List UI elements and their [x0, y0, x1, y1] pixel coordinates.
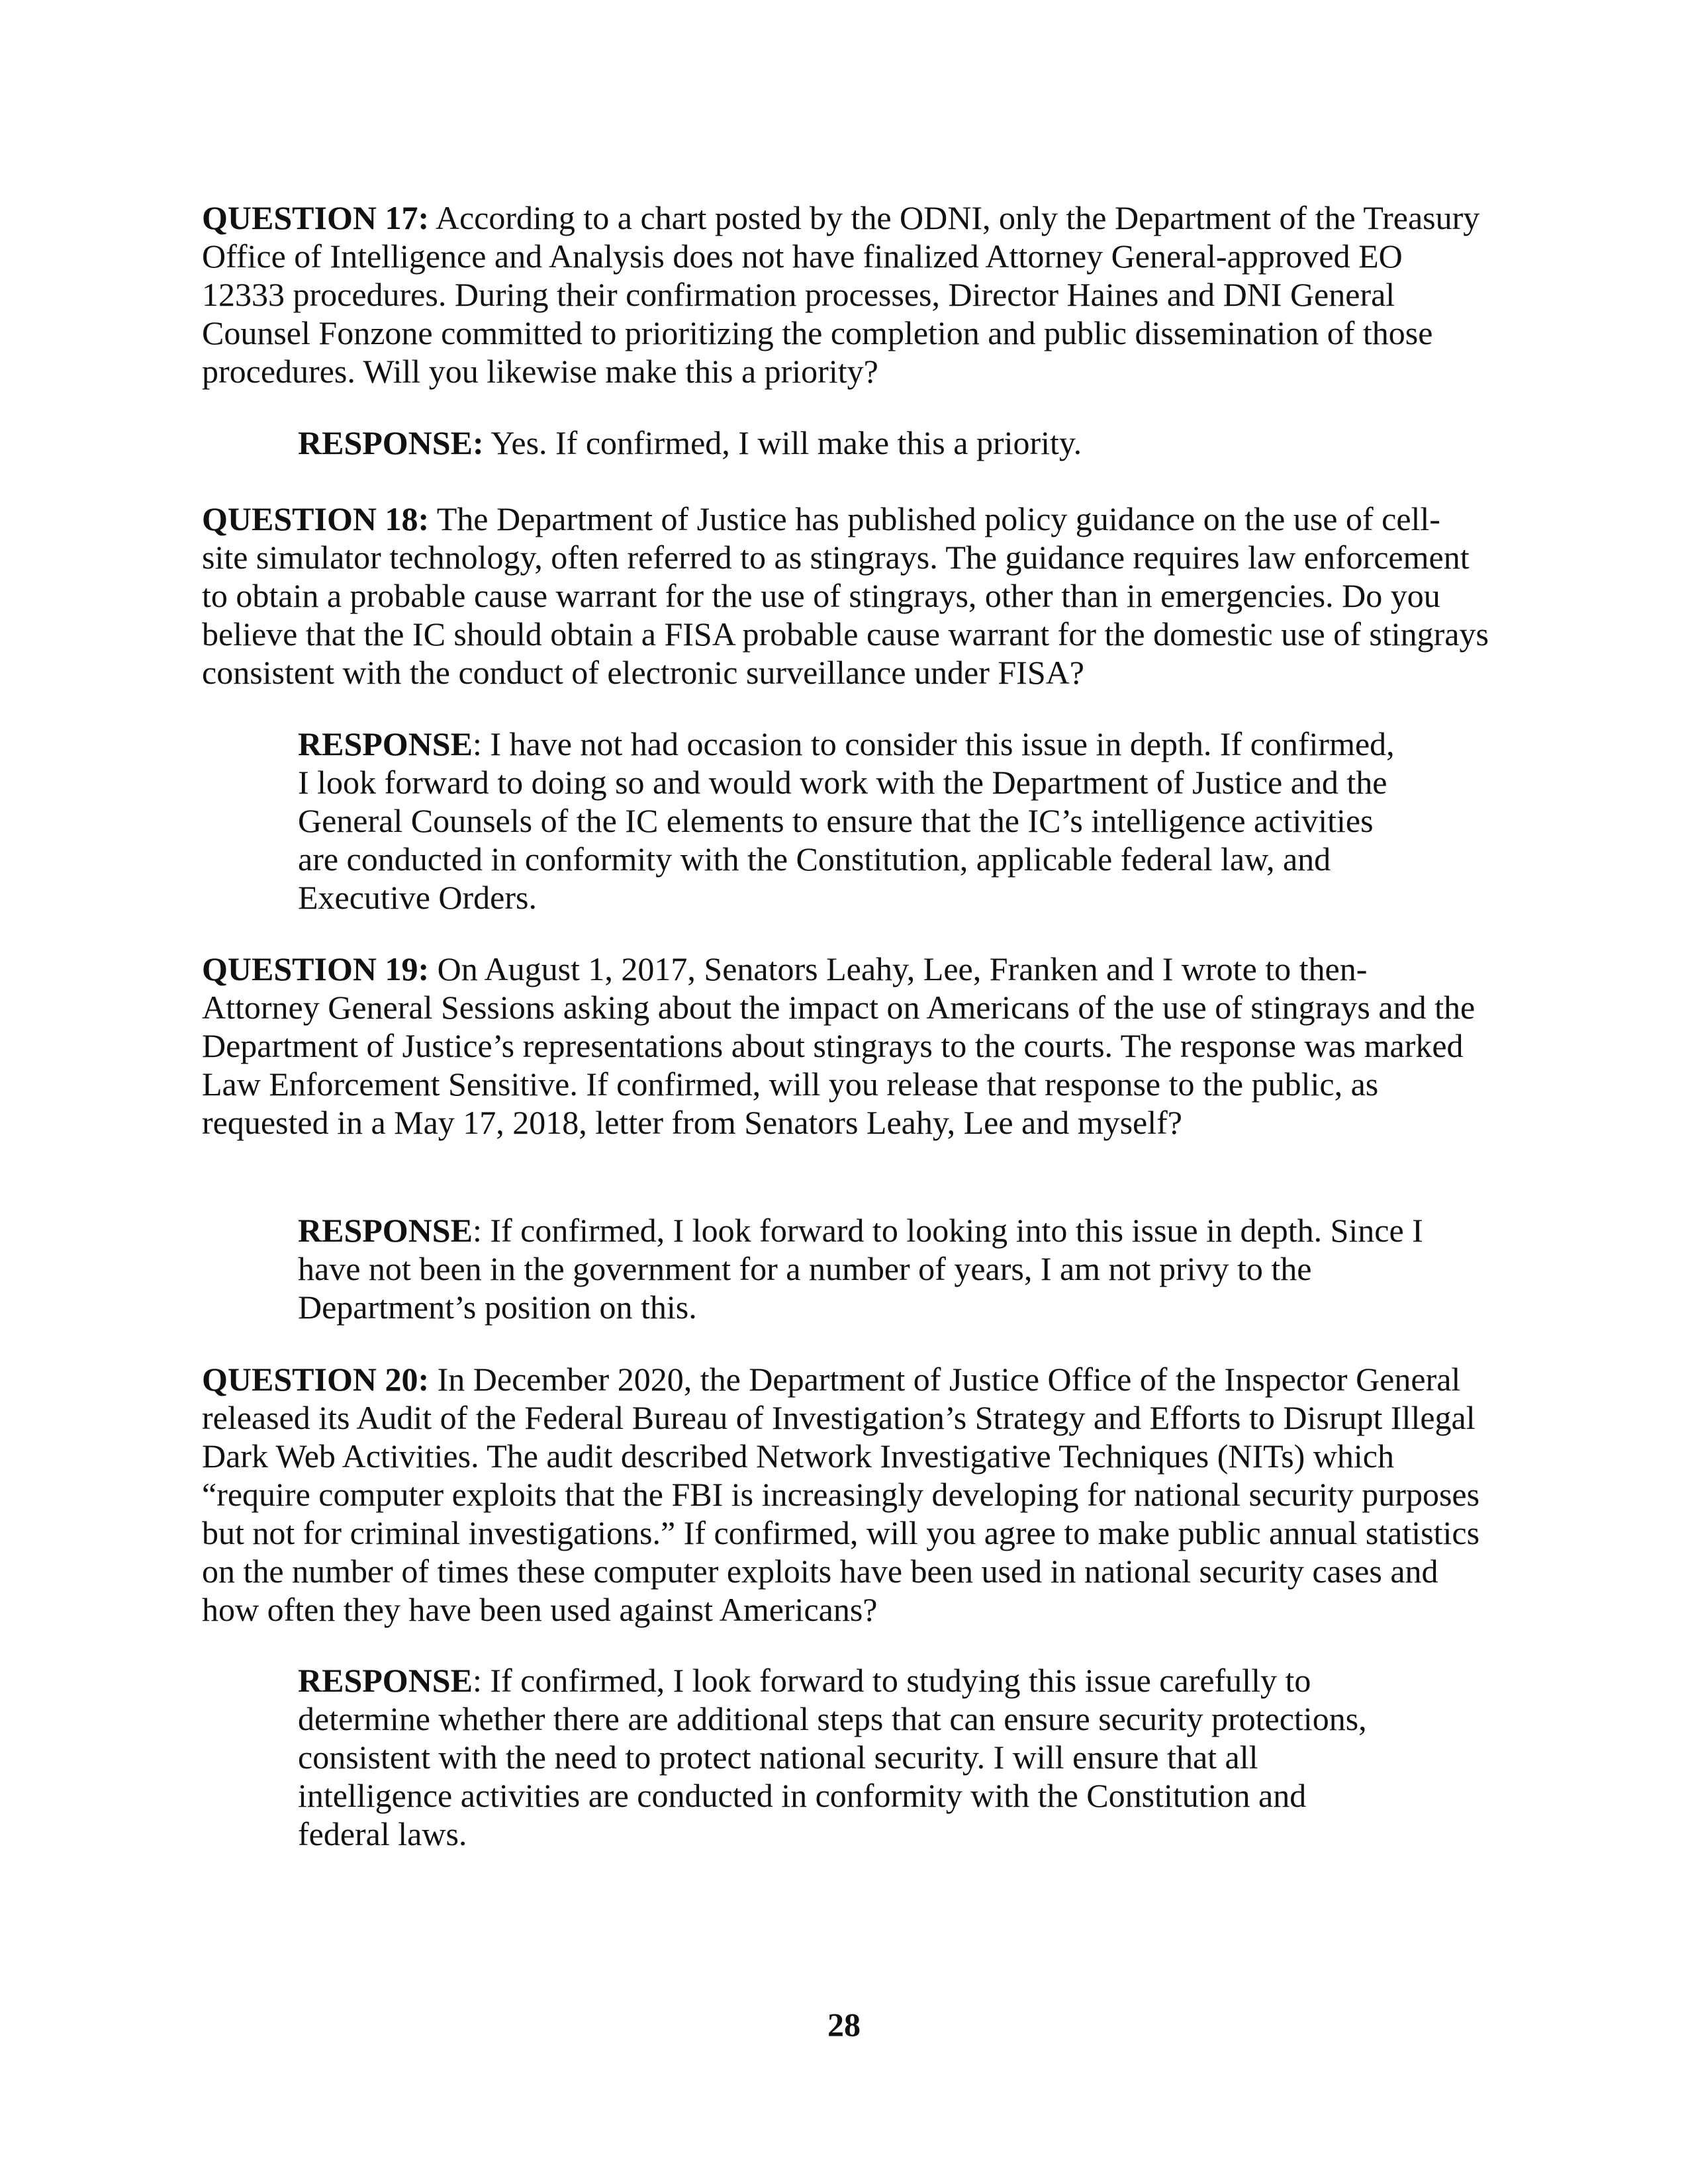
question-18-line-5: consistent with the conduct of electronic surveillance under FISA? — [202, 654, 1084, 691]
response-19-line-3: Department’s position on this. — [298, 1289, 697, 1326]
question-20-label: QUESTION 20: — [202, 1361, 430, 1398]
response-19 — [298, 1211, 1423, 1326]
response-17 — [298, 424, 1082, 462]
question-18-label: QUESTION 18: — [202, 500, 430, 537]
page-number: 28 — [827, 2006, 861, 2043]
question-20-line-5: but not for criminal investigations.” If confirmed, will you agree to make public annual statistics — [202, 1514, 1480, 1551]
question-17-line-3: 12333 procedures. During their confirmation processes, Director Haines and DNI General — [202, 276, 1395, 313]
response-18-line-1: RESPONSE: I have not had occasion to consider this issue in depth. If confirmed, — [298, 725, 1395, 762]
response-20 — [298, 1661, 1367, 1853]
response-17-label: RESPONSE: — [298, 424, 484, 461]
question-19 — [202, 950, 1475, 1142]
question-17-label: QUESTION 17: — [202, 199, 430, 236]
response-20-line-5: federal laws. — [298, 1815, 467, 1852]
question-20-line-4: “require computer exploits that the FBI is increasingly developing for national security purposes — [202, 1476, 1480, 1513]
question-20 — [202, 1360, 1479, 1629]
response-18 — [298, 725, 1395, 917]
response-20-line-3: consistent with the need to protect national security. I will ensure that all — [298, 1739, 1258, 1776]
question-18-line-4: believe that the IC should obtain a FISA probable cause warrant for the domestic use of stingrays — [202, 615, 1489, 653]
response-18-line-5: Executive Orders. — [298, 879, 537, 916]
response-20-line-1: RESPONSE: If confirmed, I look forward to studying this issue carefully to — [298, 1662, 1311, 1699]
question-17 — [202, 199, 1479, 390]
question-20-line-2: released its Audit of the Federal Bureau of Investigation’s Strategy and Efforts to Disrupt Illegal — [202, 1399, 1476, 1436]
question-20-line-1: QUESTION 20: In December 2020, the Department of Justice Office of the Inspector General — [202, 1361, 1461, 1398]
question-17-line-5: procedures. Will you likewise make this a priority? — [202, 353, 878, 390]
question-17-line-4: Counsel Fonzone committed to prioritizing the completion and public dissemination of those — [202, 314, 1433, 351]
question-20-line-7: how often they have been used against Americans? — [202, 1591, 878, 1628]
question-19-label: QUESTION 19: — [202, 950, 430, 987]
response-18-line-4: are conducted in conformity with the Constitution, applicable federal law, and — [298, 841, 1331, 878]
response-18-line-2: I look forward to doing so and would work with the Department of Justice and the — [298, 764, 1387, 801]
question-19-line-3: Department of Justice’s representations about stingrays to the courts. The response was marked — [202, 1027, 1464, 1064]
question-19-line-1: QUESTION 19: On August 1, 2017, Senators Leahy, Lee, Franken and I wrote to then- — [202, 950, 1368, 987]
question-20-line-3: Dark Web Activities. The audit described Network Investigative Techniques (NITs) which — [202, 1437, 1395, 1475]
question-17-line-2: Office of Intelligence and Analysis does not have finalized Attorney General-approved EO — [202, 238, 1403, 275]
question-19-line-4: Law Enforcement Sensitive. If confirmed, will you release that response to the public, as — [202, 1066, 1379, 1103]
response-20-line-4: intelligence activities are conducted in conformity with the Constitution and — [298, 1777, 1307, 1814]
response-20-label: RESPONSE — [298, 1662, 473, 1699]
question-18-line-3: to obtain a probable cause warrant for the use of stingrays, other than in emergencies. Do you — [202, 577, 1440, 614]
question-18-line-2: site simulator technology, often referred to as stingrays. The guidance requires law enforcement — [202, 539, 1470, 576]
question-20-line-6: on the number of times these computer exploits have been used in national security cases and — [202, 1553, 1438, 1590]
response-18-label: RESPONSE — [298, 725, 473, 762]
response-19-label: RESPONSE — [298, 1212, 473, 1249]
response-17-line-1: RESPONSE: Yes. If confirmed, I will make this a priority. — [298, 424, 1082, 461]
response-19-line-2: have not been in the government for a number of years, I am not privy to the — [298, 1250, 1312, 1287]
question-18-line-1: QUESTION 18: The Department of Justice has published policy guidance on the use of cell- — [202, 500, 1440, 537]
response-19-line-1: RESPONSE: If confirmed, I look forward to looking into this issue in depth. Since I — [298, 1212, 1423, 1249]
question-19-line-5: requested in a May 17, 2018, letter from Senators Leahy, Lee and myself? — [202, 1104, 1182, 1141]
response-20-line-2: determine whether there are additional steps that can ensure security protections, — [298, 1700, 1367, 1737]
question-17-line-1: QUESTION 17: According to a chart posted by the ODNI, only the Department of the Treasury — [202, 199, 1480, 236]
question-19-line-2: Attorney General Sessions asking about the impact on Americans of the use of stingrays and the — [202, 989, 1476, 1026]
question-18 — [202, 500, 1489, 692]
response-18-line-3: General Counsels of the IC elements to ensure that the IC’s intelligence activities — [298, 802, 1374, 839]
